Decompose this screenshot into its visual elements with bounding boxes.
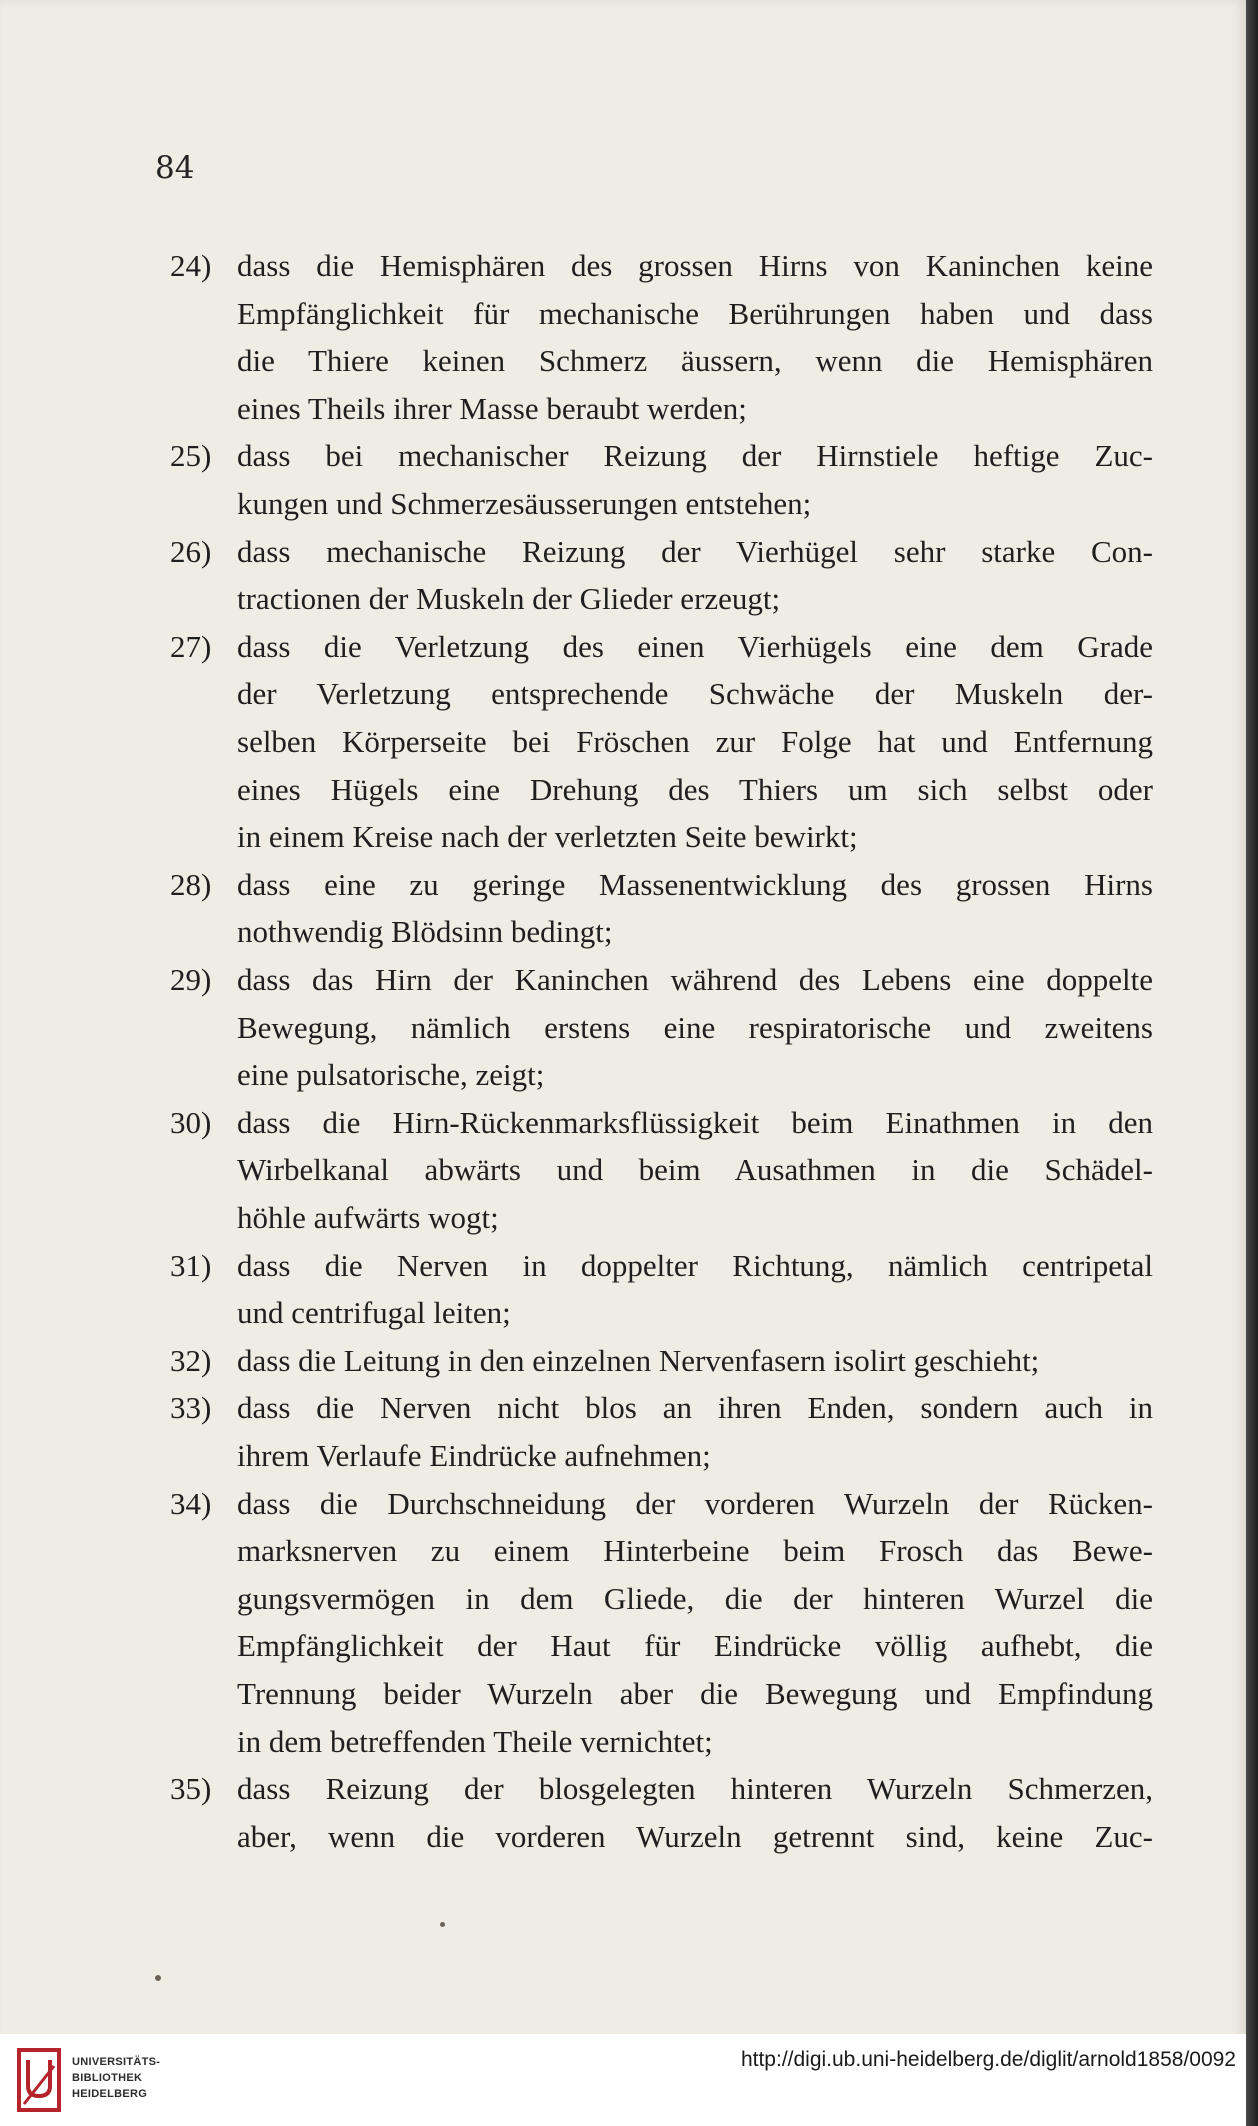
- paper-speck: [440, 1922, 445, 1927]
- page-number: 84: [155, 150, 195, 186]
- entry-number: 24): [170, 248, 212, 283]
- entry-text-line: und centrifugal leiten;: [237, 1295, 511, 1331]
- entry-text-line: dass bei mechanischer Reizung der Hirnstiele heftige Zuc-: [237, 438, 1153, 474]
- entry-text-line: kungen und Schmerzesäusserungen entstehen;: [237, 486, 812, 521]
- entry-text-line: Wirbelkanal abwärts und beim Ausathmen in die Schädel-: [237, 1152, 1153, 1188]
- entry-text-line: Empfänglichkeit der Haut für Eindrücke völlig aufhebt, die: [237, 1628, 1153, 1664]
- entry-number: 33): [170, 1390, 212, 1426]
- entry-text-line: dass die Leitung in den einzelnen Nervenfasern isolirt geschieht;: [237, 1342, 1040, 1378]
- entry-number: 26): [170, 533, 212, 569]
- entry-text-line: eines Theils ihrer Masse beraubt werden;: [237, 390, 747, 426]
- entry-text-line: höhle aufwärts wogt;: [237, 1200, 499, 1235]
- entry-text-line: dass mechanische Reizung der Vierhügel sehr starke Con-: [237, 533, 1153, 569]
- library-name: [72, 2054, 160, 2102]
- entry-number: 32): [170, 1342, 212, 1378]
- entry-text-line: dass eine zu geringe Massenentwicklung des grossen Hirns: [237, 866, 1153, 902]
- entry-text-line: marksnerven zu einem Hinterbeine beim Frosch das Bewe-: [237, 1533, 1153, 1569]
- entry-number: 35): [170, 1771, 212, 1807]
- entry-number: 27): [170, 628, 212, 664]
- entry-text-line: dass das Hirn der Kaninchen während des Lebens eine doppelte: [237, 962, 1153, 997]
- entry-text-line: Empfänglichkeit für mechanische Berührungen haben und dass: [237, 295, 1153, 331]
- entry-text-line: eine pulsatorische, zeigt;: [237, 1057, 545, 1093]
- entry-text-line: dass die Hemisphären des grossen Hirns von Kaninchen keine: [237, 248, 1153, 283]
- digitization-footer: [0, 2034, 1246, 2126]
- entry-text-line: dass die Verletzung des einen Vierhügels eine dem Grade: [237, 628, 1153, 664]
- entry-text-line: Bewegung, nämlich erstens eine respiratorische und zweitens: [237, 1009, 1153, 1045]
- entry-text-line: dass die Nerven nicht blos an ihren Enden, sondern auch in: [237, 1390, 1153, 1426]
- entry-text-line: dass Reizung der blosgelegten hinteren Wurzeln Schmerzen,: [237, 1771, 1153, 1807]
- entry-text-line: dass die Hirn-Rückenmarksflüssigkeit beim Einathmen in den: [237, 1104, 1153, 1140]
- entry-number: 28): [170, 866, 212, 902]
- entry-text-line: in einem Kreise nach der verletzten Seite bewirkt;: [237, 819, 858, 855]
- source-url[interactable]: http://digi.ub.uni-heidelberg.de/diglit/arnold1858/0092: [740, 2048, 1236, 2071]
- library-name-line: UNIVERSITÄTS-: [72, 2056, 161, 2068]
- paper-speck: [155, 1975, 161, 1981]
- entry-text-line: tractionen der Muskeln der Glieder erzeugt;: [237, 581, 781, 617]
- entry-text-line: ihrem Verlaufe Eindrücke aufnehmen;: [237, 1438, 711, 1473]
- entry-text-line: in dem betreffenden Theile vernichtet;: [237, 1723, 713, 1759]
- entry-text-line: gungsvermögen in dem Gliede, die der hinteren Wurzel die: [237, 1580, 1153, 1616]
- entry-text-line: dass die Nerven in doppelter Richtung, nämlich centripetal: [237, 1247, 1153, 1283]
- entry-text-line: Trennung beider Wurzeln aber die Bewegung und Empfindung: [237, 1676, 1153, 1711]
- library-name-line: BIBLIOTHEK: [72, 2072, 143, 2084]
- entry-number: 29): [170, 962, 212, 997]
- entry-text-line: die Thiere keinen Schmerz äussern, wenn die Hemisphären: [237, 343, 1153, 379]
- entry-number: 30): [170, 1104, 212, 1140]
- ub-heidelberg-logo-icon: [14, 2046, 64, 2114]
- entry-text-line: nothwendig Blödsinn bedingt;: [237, 914, 613, 950]
- entry-text-line: selben Körperseite bei Fröschen zur Folge hat und Entfernung: [237, 724, 1153, 759]
- entry-number: 34): [170, 1485, 212, 1521]
- entry-number: 31): [170, 1247, 212, 1283]
- entry-text-line: dass die Durchschneidung der vorderen Wurzeln der Rücken-: [237, 1485, 1153, 1521]
- entry-text-line: eines Hügels eine Drehung des Thiers um sich selbst oder: [237, 771, 1153, 807]
- library-name-line: HEIDELBERG: [72, 2088, 148, 2100]
- entry-text-line: aber, wenn die vorderen Wurzeln getrennt sind, keine Zuc-: [237, 1818, 1153, 1854]
- entry-text-line: der Verletzung entsprechende Schwäche der Muskeln der-: [237, 676, 1153, 712]
- entry-number: 25): [170, 438, 212, 474]
- scan-edge: [1246, 0, 1258, 2126]
